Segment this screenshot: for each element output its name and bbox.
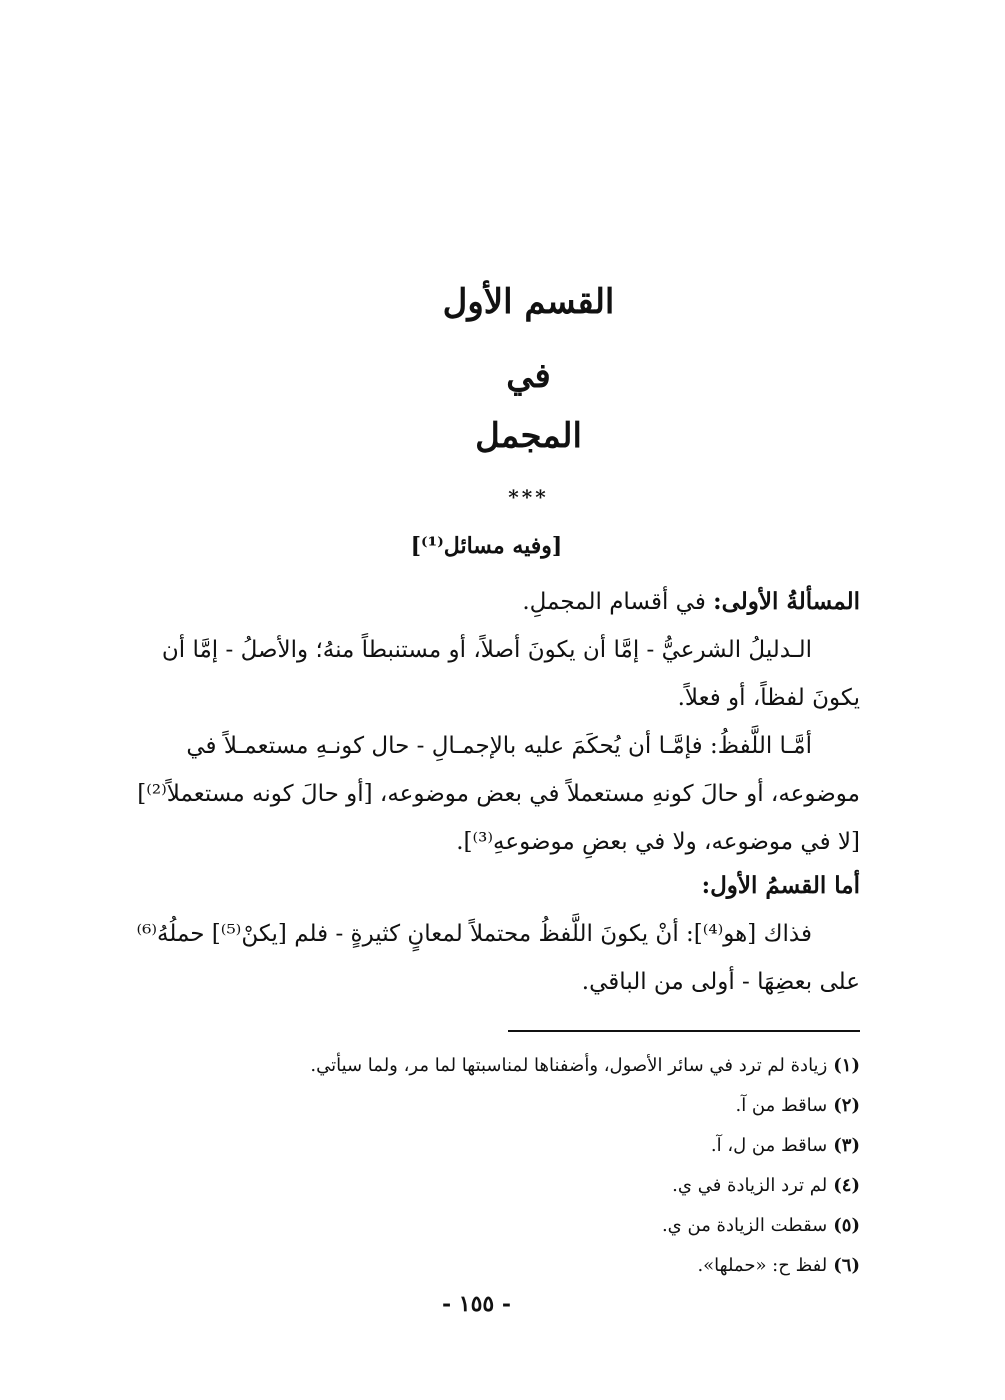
chapter-title-line1: القسم الأول	[442, 282, 615, 322]
footnote-4	[190, 1166, 860, 1206]
section-heading: أما القسمُ الأول:	[701, 872, 860, 899]
footnote-text: سقطت الزيادة من ي.	[661, 1215, 828, 1236]
footnote-text: زيادة لم ترد في سائر الأصول، وأضفناها لمناسبتها لما مر، ولما سيأتي.	[310, 1055, 828, 1076]
issue-heading-line	[190, 578, 860, 626]
footnote-2	[190, 1086, 860, 1126]
footnote-text: لم ترد الزيادة في ي.	[672, 1175, 828, 1196]
footnote-number: (٣)	[833, 1135, 860, 1156]
footnote-number: (٤)	[833, 1175, 860, 1196]
body-line-5: موضوعه، أو حالَ كونهِ مستعملاً في بعض موضوعه، [أو حالَ كونه مستعملاً⁽²⁾]	[137, 781, 860, 807]
body-line-6: [لا في موضوعه، ولا في بعضِ موضوعهِ⁽³⁾].	[456, 829, 860, 855]
footnote-number: (٢)	[833, 1095, 860, 1116]
body-line-9: على بعضِهَا - أولى من الباقي.	[581, 969, 860, 995]
footnote-1	[190, 1046, 860, 1086]
footnote-separator	[508, 1030, 860, 1032]
body-line-2: الـدليلُ الشرعيُّ - إمَّا أن يكونَ أصلاً، أو مستنبطاً منهُ؛ والأصلُ - إمَّا أن	[161, 637, 812, 663]
footnote-3	[190, 1126, 860, 1166]
issue-heading-rest: في أقسام المجملِ.	[522, 589, 714, 615]
footnote-text: لفظ ح: «حملها».	[697, 1255, 828, 1276]
footnote-number: (٦)	[833, 1255, 860, 1276]
footnote-text: ساقط من ل، آ.	[710, 1135, 828, 1156]
footnote-6	[190, 1246, 860, 1286]
section-note: [وفيه مسائل⁽¹⁾]	[410, 533, 563, 559]
body-line-4: أمَّـا اللَّفظُ: فإمَّـا أن يُحكَمَ عليه بالإجمـالِ - حال كونـهِ مستعمـلاً في	[186, 733, 812, 759]
ornament-stars: ***	[508, 485, 549, 509]
footnote-number: (١)	[833, 1055, 860, 1076]
footnote-5	[190, 1206, 860, 1246]
body-line-8: فذاك [هو⁽⁴⁾]: أنْ يكونَ اللَّفظُ محتملاً لمعانٍ كثيرةٍ - فلم [يكنْ⁽⁵⁾] حملُهُ⁽⁶⁾	[136, 921, 812, 947]
footnote-text: ساقط من آ.	[735, 1095, 828, 1116]
issue-heading: المسألةُ الأولى:	[713, 588, 860, 615]
chapter-title-line2: في	[506, 356, 551, 396]
page-number: - ١٥٥ -	[441, 1291, 512, 1317]
chapter-title-line3: المجمل	[475, 416, 582, 456]
footnote-number: (٥)	[833, 1215, 860, 1236]
body-line-3: يكونَ لفظاً، أو فعلاً.	[677, 685, 860, 711]
